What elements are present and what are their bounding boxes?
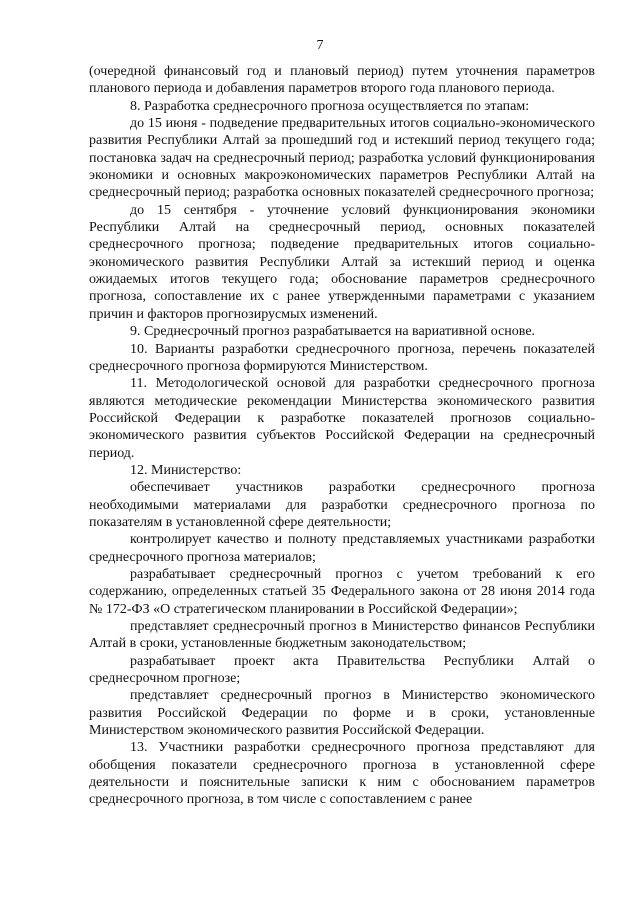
paragraph: (очередной финансовый год и плановый период) путем уточнения параметров планового периода и добавления параметров второго года планового периода. [89, 64, 595, 97]
document-body [89, 63, 595, 809]
paragraph: 8. Разработка среднесрочного прогноза осуществляется по этапам: [130, 98, 530, 114]
paragraph: 11. Методологической основой для разработки среднесрочного прогноза являются методические рекомендации Министерства экономического развития Российской Федерации к разработке показателей прогнозов социально-экономического развития субъектов Российской Федерации на среднесрочный период. [89, 376, 595, 461]
paragraph: 10. Варианты разработки среднесрочного прогноза, перечень показателей среднесрочного прогноза формируются Министерством. [89, 341, 595, 374]
paragraph: представляет среднесрочный прогноз в Министерство финансов Республики Алтай в сроки, установленные бюджетным законодательством; [89, 619, 595, 652]
paragraph: до 15 июня - подведение предварительных итогов социально-экономического развития Республики Алтай за прошедший год и истекший период текущего года; постановка задач на среднесрочный период; разработка условий функционирования экономики и основных макроэкономических параметров Республики Алтай на среднесрочный период; разработка основных показателей среднесрочного прогноза; [89, 116, 595, 201]
paragraph: 9. Среднесрочный прогноз разрабатывается на вариативной основе. [130, 324, 536, 340]
paragraph: представляет среднесрочный прогноз в Министерство экономического развития Российской Федерации по форме и в сроки, установленные Министерством экономического развития Российской Федерации. [89, 688, 595, 739]
paragraph: контролирует качество и полноту представляемых участниками разработки среднесрочного прогноза материалов; [89, 532, 595, 565]
paragraph: обеспечивает участников разработки среднесрочного прогноза необходимыми материалами для разработки среднесрочного прогноза по показателям в установленной сфере деятельности; [89, 480, 595, 530]
paragraph: 13. Участники разработки среднесрочного прогноза представляют для обобщения показатели среднесрочного прогноза в установленной сфере деятельности и пояснительные записки к ним с обоснованием параметров среднесрочного прогноза, в том числе с сопоставлением с ранее [89, 740, 595, 808]
page-number: 7 [316, 38, 324, 53]
paragraph: до 15 сентября - уточнение условий функционирования экономики Республики Алтай на среднесрочный период, основных показателей среднесрочного прогноза; подведение предварительных итогов социально-экономического развития Республики Алтай за истекший период и оценка ожидаемых итогов текущего года; обоснование параметров среднесрочного прогноза, сопоставление их с ранее утвержденными параметрами с указанием причин и факторов прогнозирусмых изменений. [89, 202, 595, 322]
paragraph: 12. Министерство: [130, 462, 242, 478]
paragraph: разрабатывает среднесрочный прогноз с учетом требований к его содержанию, определенных статьей 35 Федерального закона от 28 июня 2014 года № 172-ФЗ «О стратегическом планировании в Российской Федерации»; [89, 566, 595, 617]
paragraph: разрабатывает проект акта Правительства Республики Алтай о среднесрочном прогнозе; [89, 653, 595, 687]
